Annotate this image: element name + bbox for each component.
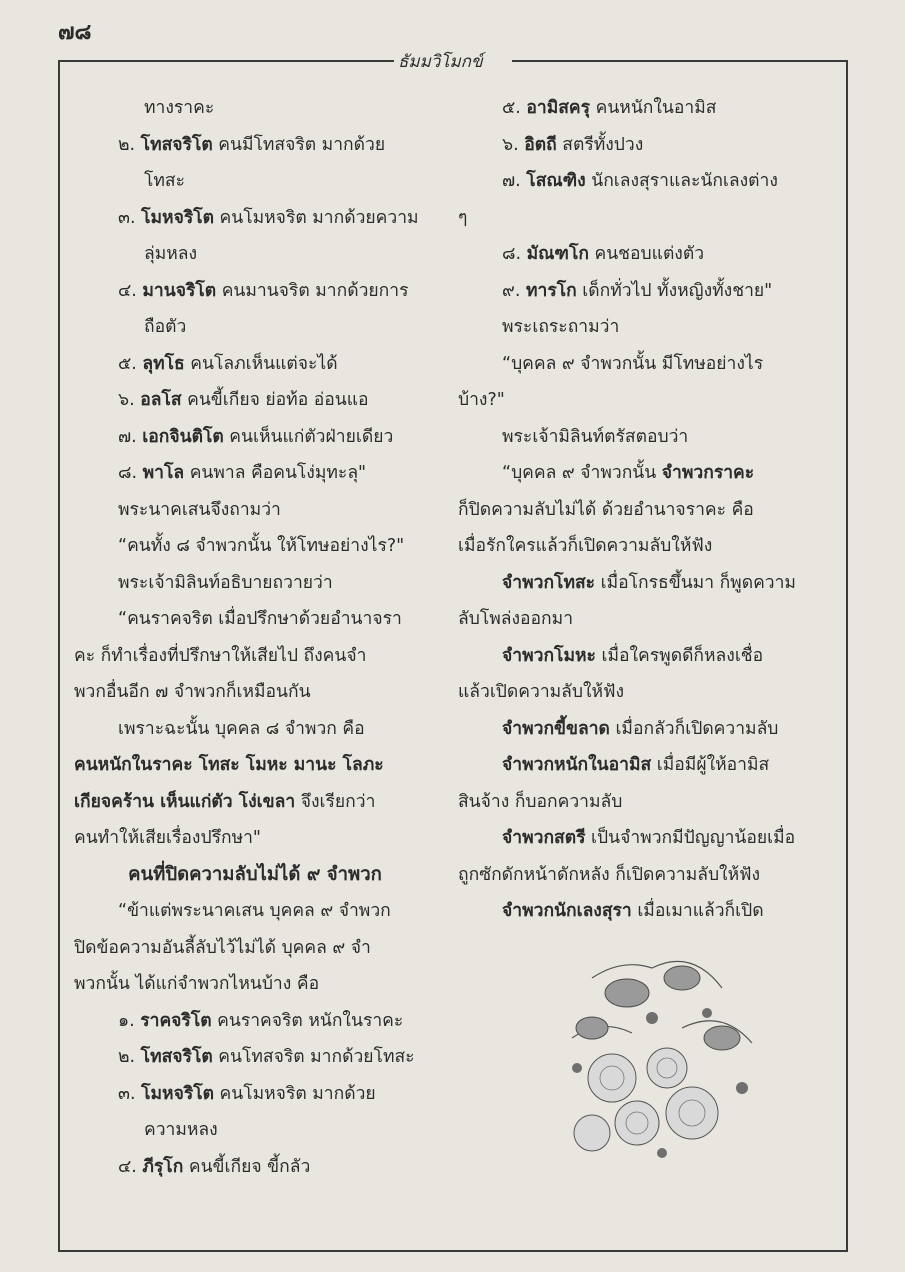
text-run: “บุคคล ๙ จำพวกนั้น มีโทษอย่างไร <box>502 353 764 374</box>
bold-term: เกียจคร้าน เห็นแก่ตัว โง่เขลา <box>74 791 296 812</box>
text-line <box>458 565 820 602</box>
text-run: ลับโพล่งออกมา <box>458 609 574 629</box>
text-run: ๘. <box>118 463 143 483</box>
text-run: ๙. <box>502 280 526 301</box>
text-run: คนโมหจริต มากด้วยความ <box>213 207 419 228</box>
text-run: คนทำให้เสียเรื่องปรึกษา" <box>74 828 261 848</box>
text-run: ๑. <box>118 1010 141 1031</box>
text-run: ถูกซักดักหน้าดักหลัง ก็เปิดความลับให้ฟัง <box>458 864 761 885</box>
text-run: ๒. <box>118 1047 141 1067</box>
bold-term: จำพวกขี้ขลาด <box>502 718 610 739</box>
text-line <box>74 1076 436 1113</box>
text-line <box>74 273 436 310</box>
text-line <box>74 90 436 127</box>
text-line <box>74 455 436 492</box>
text-run: เป็นจำพวกมีปัญญาน้อยเมื่อ <box>585 828 796 848</box>
text-line <box>74 200 436 237</box>
text-run: “ข้าแต่พระนาคเสน บุคคล ๙ จำพวก <box>118 901 391 921</box>
text-line <box>458 455 820 492</box>
text-run: พระนาคเสนจึงถามว่า <box>118 499 281 520</box>
text-run: คะ ก็ทำเรื่องที่ปรึกษาให้เสียไป ถึงคนจำ <box>74 645 367 666</box>
text-line <box>458 163 820 200</box>
text-line <box>458 127 820 164</box>
text-run: พวกอื่นอีก ๗ จำพวกก็เหมือนกัน <box>74 682 311 702</box>
text-run: ๖. <box>502 134 525 155</box>
text-run: คนโมหจริต มากด้วย <box>213 1083 376 1104</box>
text-run: เพราะฉะนั้น บุคคล ๘ จำพวก คือ <box>118 718 365 739</box>
text-run: คนโลภเห็นแต่จะได้ <box>184 353 338 374</box>
text-line <box>74 638 436 675</box>
bold-term: จำพวกนักเลงสุรา <box>502 901 632 921</box>
text-run: ๗. <box>502 171 527 191</box>
text-run: ความหลง <box>144 1120 218 1140</box>
text-run: เด็กทั่วไป ทั้งหญิงทั้งชาย" <box>576 280 773 301</box>
text-run: คนชอบแต่งตัว <box>588 244 705 264</box>
text-line <box>74 1112 436 1149</box>
text-run: เมื่อโกรธขึ้นมา ก็พูดความ <box>595 572 796 593</box>
text-line <box>458 200 820 237</box>
text-run: คนเห็นแก่ตัวฝ่ายเดียว <box>223 426 394 447</box>
text-line <box>74 601 436 638</box>
text-line <box>74 1149 436 1186</box>
text-line <box>458 784 820 821</box>
bold-term: จำพวกโทสะ <box>502 572 596 593</box>
text-line <box>458 309 820 346</box>
text-line <box>74 565 436 602</box>
text-run: ๕. <box>118 353 143 374</box>
text-run: “คนราคจริต เมื่อปรึกษาด้วยอำนาจรา <box>118 609 402 629</box>
text-run: ๔. <box>118 1156 143 1177</box>
bold-term: มัณฑโก <box>526 244 589 264</box>
text-run: สินจ้าง ก็บอกความลับ <box>458 791 623 812</box>
text-line <box>458 492 820 529</box>
text-line <box>74 711 436 748</box>
text-line <box>74 309 436 346</box>
text-line <box>74 893 436 930</box>
text-run: ๔. <box>118 280 143 301</box>
text-run: ๕. <box>502 98 527 118</box>
right-text-column <box>458 90 820 930</box>
text-line <box>458 382 820 419</box>
text-run: คนราคจริต หนักในราคะ <box>211 1010 404 1031</box>
bold-term: ทารโก <box>525 280 577 301</box>
text-line <box>74 382 436 419</box>
text-run: ๒. <box>118 134 141 155</box>
text-line <box>458 346 820 383</box>
bold-term: พาโล <box>142 463 185 483</box>
text-line <box>74 966 436 1003</box>
text-line <box>458 601 820 638</box>
flower-bouquet-illustration <box>532 918 772 1168</box>
text-line <box>458 820 820 857</box>
text-line <box>458 638 820 675</box>
text-line <box>74 820 436 857</box>
text-run: คนขี้เกียจ ย่อท้อ อ่อนแอ <box>181 390 369 410</box>
text-run: โทสะ <box>144 171 186 191</box>
text-run: คนที่ปิดความลับไม่ได้ ๙ จำพวก <box>128 863 382 885</box>
text-line <box>74 784 436 821</box>
text-run: ปิดข้อความอันลี้ลับไว้ไม่ได้ บุคคล ๙ จำ <box>74 937 371 958</box>
text-line <box>74 674 436 711</box>
text-run: ๖. <box>118 390 141 410</box>
text-run: บ้าง?" <box>458 390 505 410</box>
text-line <box>458 747 820 784</box>
text-run: แล้วเปิดความลับให้ฟัง <box>458 682 625 702</box>
text-run: คนหนักในอามิส <box>590 98 717 118</box>
text-run: คนมีโทสจริต มากด้วย <box>212 134 386 155</box>
text-run: ทางราคะ <box>144 98 215 118</box>
bold-term: จำพวกสตรี <box>502 828 586 848</box>
bold-term: โทสจริโต <box>140 1047 213 1067</box>
bold-term: โสณฑิง <box>526 171 586 191</box>
text-run: ก็ปิดความลับไม่ได้ ด้วยอำนาจราคะ คือ <box>458 499 754 520</box>
text-line <box>74 1003 436 1040</box>
bold-term: จำพวกราคะ <box>661 463 755 483</box>
text-run: “คนทั้ง ๘ จำพวกนั้น ให้โทษอย่างไร?" <box>118 536 405 556</box>
bold-term: โมหจริโต <box>141 207 214 228</box>
text-run: ถือตัว <box>144 317 187 337</box>
text-run: ๓. <box>118 207 142 228</box>
running-header: ธัมมวิโมกข์ <box>398 52 483 72</box>
text-line <box>74 419 436 456</box>
text-run: พระเจ้ามิลินท์อธิบายถวายว่า <box>118 572 333 593</box>
text-line <box>458 528 820 565</box>
text-line <box>74 930 436 967</box>
text-run: ๆ <box>458 207 468 228</box>
text-line <box>74 127 436 164</box>
text-run: คนโทสจริต มากด้วยโทสะ <box>212 1047 415 1067</box>
text-run: เมื่อมีผู้ให้อามิส <box>651 755 770 775</box>
text-line <box>458 711 820 748</box>
bold-term: จำพวกโมหะ <box>502 645 596 666</box>
bold-term: ราคจริโต <box>140 1010 212 1031</box>
page-number: ๗๘ <box>58 20 92 45</box>
text-run: เมื่อกลัวก็เปิดความลับ <box>609 718 779 739</box>
text-run: คนพาล คือคนโง่มุทะลุ" <box>184 463 367 483</box>
text-run: พระเถระถามว่า <box>502 317 620 337</box>
text-run: ๓. <box>118 1083 142 1104</box>
bold-term: อามิสครุ <box>526 98 591 118</box>
text-line <box>74 236 436 273</box>
bold-term: โมหจริโต <box>141 1083 214 1104</box>
text-line <box>74 492 436 529</box>
text-run: “บุคคล ๙ จำพวกนั้น <box>502 463 662 483</box>
bold-term: โทสจริโต <box>140 134 213 155</box>
text-line <box>74 747 436 784</box>
text-line <box>74 346 436 383</box>
text-line <box>458 90 820 127</box>
bold-term: เอกจินติโต <box>142 426 224 447</box>
text-run: ๘. <box>502 244 527 264</box>
bold-term: ลุทโธ <box>142 353 185 374</box>
text-run: เมื่อใครพูดดีก็หลงเชื่อ <box>595 645 764 666</box>
section-heading <box>74 857 436 894</box>
bold-term: มานจริโต <box>142 280 217 301</box>
bold-term: ภีรุโก <box>142 1156 184 1177</box>
text-run: นักเลงสุราและนักเลงต่าง <box>585 171 778 191</box>
text-line <box>74 163 436 200</box>
text-line <box>458 674 820 711</box>
bold-term: อลโส <box>140 390 182 410</box>
text-line <box>458 419 820 456</box>
text-run: คนขี้เกียจ ขี้กลัว <box>183 1156 311 1177</box>
bold-term: อิตถี <box>524 134 557 155</box>
text-line <box>458 273 820 310</box>
bold-term: จำพวกหนักในอามิส <box>502 755 652 775</box>
left-text-column <box>74 90 436 1185</box>
text-run: เมื่อเมาแล้วก็เปิด <box>631 901 764 921</box>
bold-term: คนหนักในราคะ โทสะ โมหะ มานะ โลภะ <box>74 755 384 775</box>
text-line <box>458 236 820 273</box>
text-run: จึงเรียกว่า <box>295 791 376 812</box>
text-line <box>74 528 436 565</box>
text-run: ลุ่มหลง <box>144 244 198 264</box>
text-run: พระเจ้ามิลินท์ตรัสตอบว่า <box>502 426 689 447</box>
text-run: พวกนั้น ได้แก่จำพวกไหนบ้าง คือ <box>74 974 320 994</box>
text-run: คนมานจริต มากด้วยการ <box>216 280 409 301</box>
text-run: สตรีทั้งปวง <box>556 134 644 155</box>
text-line <box>74 1039 436 1076</box>
text-line <box>458 857 820 894</box>
text-run: ๗. <box>118 426 143 447</box>
text-run: เมื่อรักใครแล้วก็เปิดความลับให้ฟัง <box>458 536 713 556</box>
